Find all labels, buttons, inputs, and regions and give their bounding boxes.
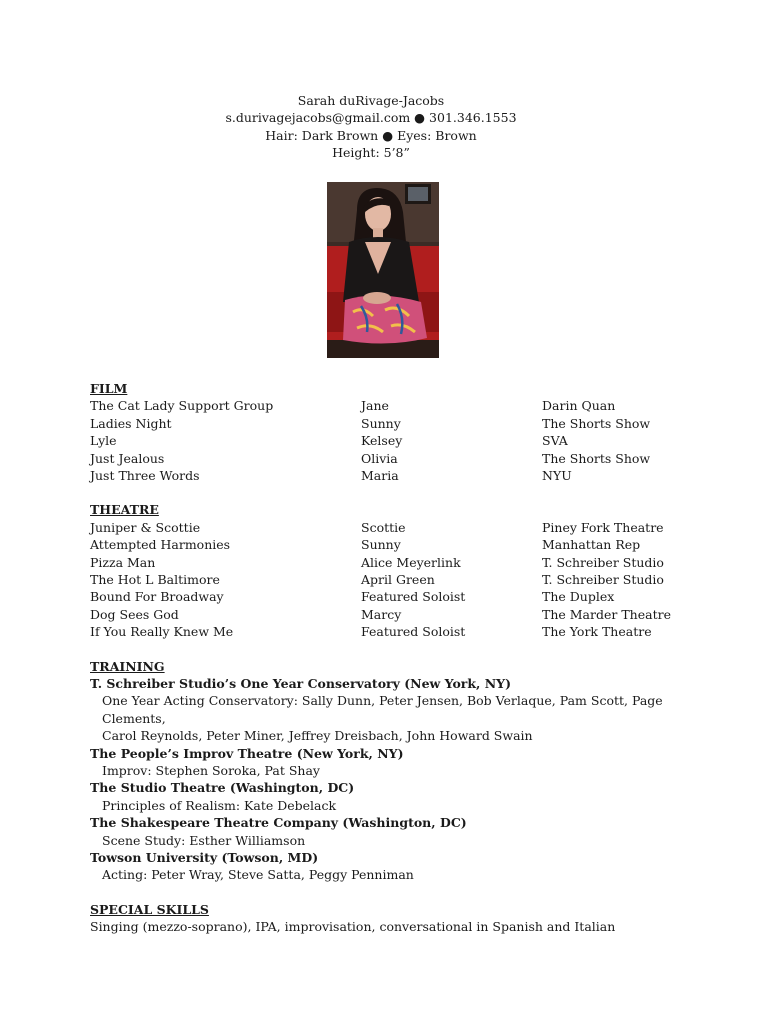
headshot-illustration xyxy=(327,182,439,358)
skills-heading: SPECIAL SKILLS xyxy=(90,901,209,917)
show-role: Scottie xyxy=(361,519,406,535)
actor-name: Sarah duRivage-Jacobs xyxy=(297,93,445,108)
film-company: SVA xyxy=(542,433,568,449)
theatre-credit-row xyxy=(90,571,690,588)
show-role: Marcy xyxy=(361,606,402,622)
show-role: Featured Soloist xyxy=(361,589,466,605)
theatre-section xyxy=(90,501,690,640)
training-school: The Studio Theatre (Washington, DC) xyxy=(90,780,355,796)
show-role: Alice Meyerlink xyxy=(361,554,461,570)
film-role: Jane xyxy=(361,398,389,414)
training-detail: Scene Study: Esther Williamson xyxy=(102,832,306,848)
contact-line: s.durivagejacobs@gmail.com ● 301.346.1553 xyxy=(225,110,517,126)
film-title: Just Three Words xyxy=(90,467,200,483)
training-detail: Acting: Peter Wray, Steve Satta, Peggy Penniman xyxy=(102,867,414,883)
film-credit-row xyxy=(90,467,690,484)
film-title: Just Jealous xyxy=(90,450,165,466)
show-role: Sunny xyxy=(361,537,401,553)
theatre-credit-row xyxy=(90,606,690,623)
film-credit-row xyxy=(90,397,690,414)
show-title: Juniper & Scottie xyxy=(90,519,201,535)
film-title: The Cat Lady Support Group xyxy=(90,398,274,414)
film-company: NYU xyxy=(542,467,572,483)
training-heading: TRAINING xyxy=(90,658,165,674)
film-credit-row xyxy=(90,432,690,449)
show-title: Bound For Broadway xyxy=(90,589,224,605)
theatre-heading: THEATRE xyxy=(90,502,159,518)
show-venue: Piney Fork Theatre xyxy=(542,519,664,535)
training-section xyxy=(90,658,690,884)
resume-header xyxy=(0,92,742,162)
film-role: Maria xyxy=(361,467,399,483)
training-school: The Shakespeare Theatre Company (Washington, DC) xyxy=(90,815,467,831)
show-venue: T. Schreiber Studio xyxy=(542,554,664,570)
film-title: Ladies Night xyxy=(90,415,172,431)
show-role: April Green xyxy=(361,571,435,587)
hair-eyes-line: Hair: Dark Brown ● Eyes: Brown xyxy=(265,127,477,143)
show-role: Featured Soloist xyxy=(361,624,466,640)
training-detail: Improv: Stephen Soroka, Pat Shay xyxy=(102,762,320,778)
headshot-photo xyxy=(327,182,439,358)
film-role: Sunny xyxy=(361,415,401,431)
film-role: Olivia xyxy=(361,450,398,466)
theatre-credit-row xyxy=(90,519,690,536)
film-role: Kelsey xyxy=(361,433,403,449)
film-company: Darin Quan xyxy=(542,398,616,414)
theatre-credit-row xyxy=(90,588,690,605)
film-heading: FILM xyxy=(90,381,128,396)
theatre-credit-row xyxy=(90,554,690,571)
show-title: Dog Sees God xyxy=(90,606,179,622)
training-school: T. Schreiber Studio’s One Year Conservatory (New York, NY) xyxy=(90,675,512,691)
film-title: Lyle xyxy=(90,433,117,449)
film-section xyxy=(90,380,690,484)
resume-body xyxy=(90,380,690,953)
show-title: If You Really Knew Me xyxy=(90,624,234,640)
show-title: Attempted Harmonies xyxy=(90,537,231,553)
training-detail: One Year Acting Conservatory: Sally Dunn, Peter Jensen, Bob Verlaque, Pam Scott, Page Clements, xyxy=(102,693,663,726)
training-school: The People’s Improv Theatre (New York, NY) xyxy=(90,745,404,761)
show-title: Pizza Man xyxy=(90,554,156,570)
show-title: The Hot L Baltimore xyxy=(90,571,220,587)
training-detail: Principles of Realism: Kate Debelack xyxy=(102,797,337,813)
show-venue: T. Schreiber Studio xyxy=(542,571,664,587)
theatre-credit-row xyxy=(90,623,690,640)
show-venue: Manhattan Rep xyxy=(542,537,641,553)
film-company: The Shorts Show xyxy=(542,450,651,466)
film-company: The Shorts Show xyxy=(542,415,651,431)
theatre-credit-row xyxy=(90,536,690,553)
skills-section xyxy=(90,901,690,936)
training-detail: Carol Reynolds, Peter Miner, Jeffrey Dreisbach, John Howard Swain xyxy=(102,728,533,744)
show-venue: The Marder Theatre xyxy=(542,606,671,622)
training-school: Towson University (Towson, MD) xyxy=(90,849,319,865)
film-credit-row xyxy=(90,415,690,432)
height-line: Height: 5’8” xyxy=(332,145,410,161)
film-credit-row xyxy=(90,450,690,467)
show-venue: The York Theatre xyxy=(542,624,652,640)
show-venue: The Duplex xyxy=(542,589,615,605)
skills-text: Singing (mezzo-soprano), IPA, improvisation, conversational in Spanish and Italian xyxy=(90,919,616,935)
